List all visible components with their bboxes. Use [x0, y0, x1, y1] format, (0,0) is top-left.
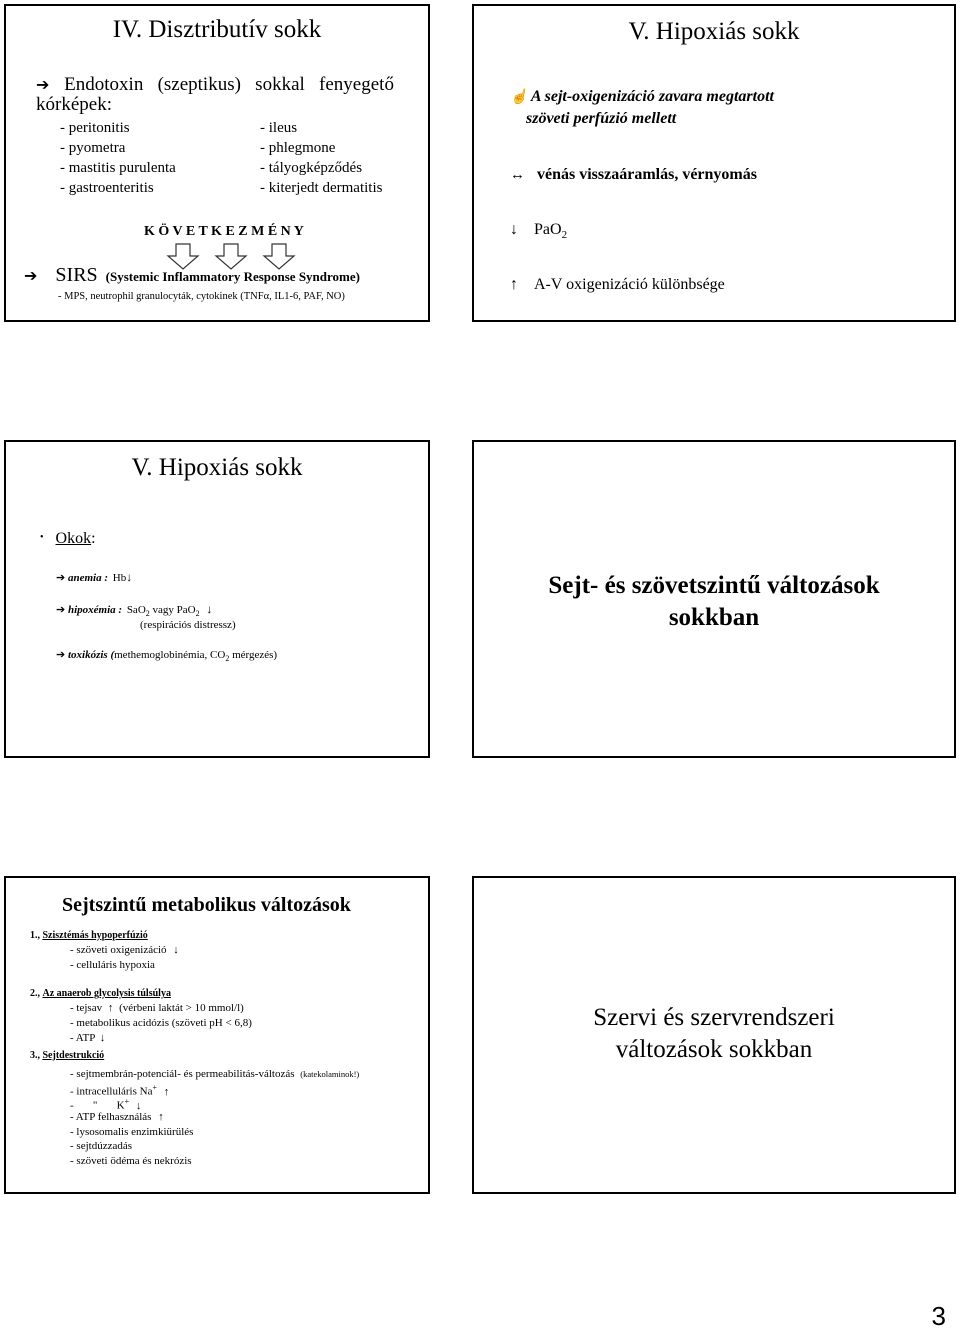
sirs-full: (Systemic Inflammatory Response Syndrome) [105, 269, 360, 284]
page-number: 3 [931, 1301, 946, 1331]
section-1-heading: 1., Szisztémás hypoperfúzió [30, 930, 148, 941]
okok-heading: • Okok: [40, 530, 96, 547]
arrow-right-icon: ➔ [36, 77, 50, 94]
section-3-item: - sejtdúzzadás [70, 1140, 132, 1152]
list-item: - phlegmone [260, 140, 336, 156]
list-item: - ileus [260, 120, 298, 136]
section-3-item: - lysosomalis enzimkiürülés [70, 1126, 194, 1138]
section-3-item: - sejtmembrán-potenciál- és permeabilitás-változás (katekolaminok!) [70, 1068, 360, 1080]
section-2-item: - tejsav ↑ (vérbeni laktát > 10 mmol/l) [70, 1002, 244, 1014]
down-arrow-icon: ↓ [99, 1032, 106, 1044]
section-2-heading: 2., Az anaerob glycolysis túlsúlya [30, 988, 171, 999]
slide-heading: Szervi és szervrendszeri változások sokkban [593, 1004, 835, 1063]
list-item: - kiterjedt dermatitis [260, 180, 383, 196]
sirs-line [24, 264, 360, 287]
hypoxemia-line: ➔ hipoxémia : SaO$_2$ vagy PaO$_2$ ↓ [56, 602, 213, 619]
toxicosis-line: ➔ toxikózis (methemoglobinémia, $CO_2$ mérgezés) [56, 649, 278, 664]
intro-line-1: ➔ Endotoxin (szeptikus) sokkal fenyegető [36, 74, 394, 95]
anemia-line: ➔ anemia : Hb↓ [56, 570, 133, 584]
slide-metabolic-changes [4, 876, 430, 1194]
slide-title: Sejtszintű metabolikus változások [62, 894, 351, 916]
av-difference-line: ↑ A-V oxigenizáció különbsége [510, 276, 725, 293]
bullet-icon: • [40, 532, 44, 543]
down-arrow-icon [262, 244, 296, 262]
up-arrow-icon: ↑ [163, 1085, 170, 1098]
arrow-right-icon: ➔ [24, 268, 38, 285]
down-arrow-icon: ↓ [206, 602, 213, 616]
section-3-item: - ATP felhasználás ↑ [70, 1111, 164, 1123]
arrow-right-icon: ➔ [56, 572, 66, 584]
list-item: - pyometra [60, 140, 126, 156]
down-arrow-icon: ↓ [126, 570, 133, 584]
slide-hypoxic-shock-1 [472, 4, 956, 322]
list-item: - gastroenteritis [60, 180, 154, 196]
slide-heading: Sejt- és szövetszintű változások sokkban [548, 572, 880, 631]
arrow-right-icon: ➔ [56, 649, 66, 661]
up-arrow-icon: ↑ [158, 1111, 164, 1123]
section-1-item: - celluláris hypoxia [70, 959, 155, 971]
section-2-item: - metabolikus acidózis (szöveti pH < 6,8) [70, 1017, 252, 1029]
left-list [60, 118, 176, 198]
arrow-right-icon: ➔ [56, 604, 66, 616]
list-item: - tályogképződés [260, 160, 363, 176]
section-2-item: - ATP ↓ [70, 1032, 106, 1044]
consequence-heading: K Ö V E T K E Z M É N Y [144, 224, 304, 239]
slide-cell-tissue-changes [472, 440, 956, 758]
down-arrow-icon: ↓ [173, 944, 179, 956]
section-1-item: - szöveti oxigenizáció ↓ [70, 944, 179, 956]
list-item: - peritonitis [60, 120, 130, 136]
sirs-abbr: SIRS [55, 264, 98, 286]
list-item: - mastitis purulenta [60, 160, 176, 176]
slide-title: IV. Disztributív sokk [112, 16, 322, 43]
down-arrow-icon: ↓ [135, 1099, 142, 1112]
venous-return-line: ↔ vénás visszaáramlás, vérnyomás [510, 166, 757, 183]
section-3-heading: 3., Sejtdestrukció [30, 1050, 105, 1061]
left-right-arrow-icon: ↔ [510, 167, 525, 183]
hand-pointing-icon: ☝ [510, 90, 528, 105]
up-arrow-icon: ↑ [107, 1002, 114, 1014]
down-arrow-icon [166, 244, 200, 262]
sirs-detail: - MPS, neutrophil granulocyták, cytokinek (TNFα, IL1-6, PAF, NO) [58, 291, 345, 302]
slide-title: V. Hipoxiás sokk [131, 454, 303, 481]
hypoxemia-note: (respirációs distressz) [140, 619, 236, 631]
section-3-item: - " K+ ↓ [70, 1097, 142, 1112]
right-list [260, 118, 382, 198]
slide-title: V. Hipoxiás sokk [628, 18, 800, 45]
up-arrow-icon: ↑ [510, 276, 518, 293]
slide-organ-changes [472, 876, 956, 1194]
down-arrow-icon [214, 244, 248, 262]
hypoxia-definition: ☝ A sejt-oxigenizáció zavara megtartott szöveti perfúzió mellett [510, 88, 774, 127]
slide-hypoxic-shock-2 [4, 440, 430, 758]
pao2-line: ↓ PaO$_2$ [510, 221, 568, 242]
slide-distributive-shock [4, 4, 430, 322]
down-arrow-icon: ↓ [510, 221, 518, 238]
section-3-item: - intracelluláris Na+ ↑ [70, 1083, 170, 1098]
section-3-item: - szöveti ödéma és nekrózis [70, 1155, 192, 1167]
intro-line-2: kórképek: [36, 94, 112, 115]
